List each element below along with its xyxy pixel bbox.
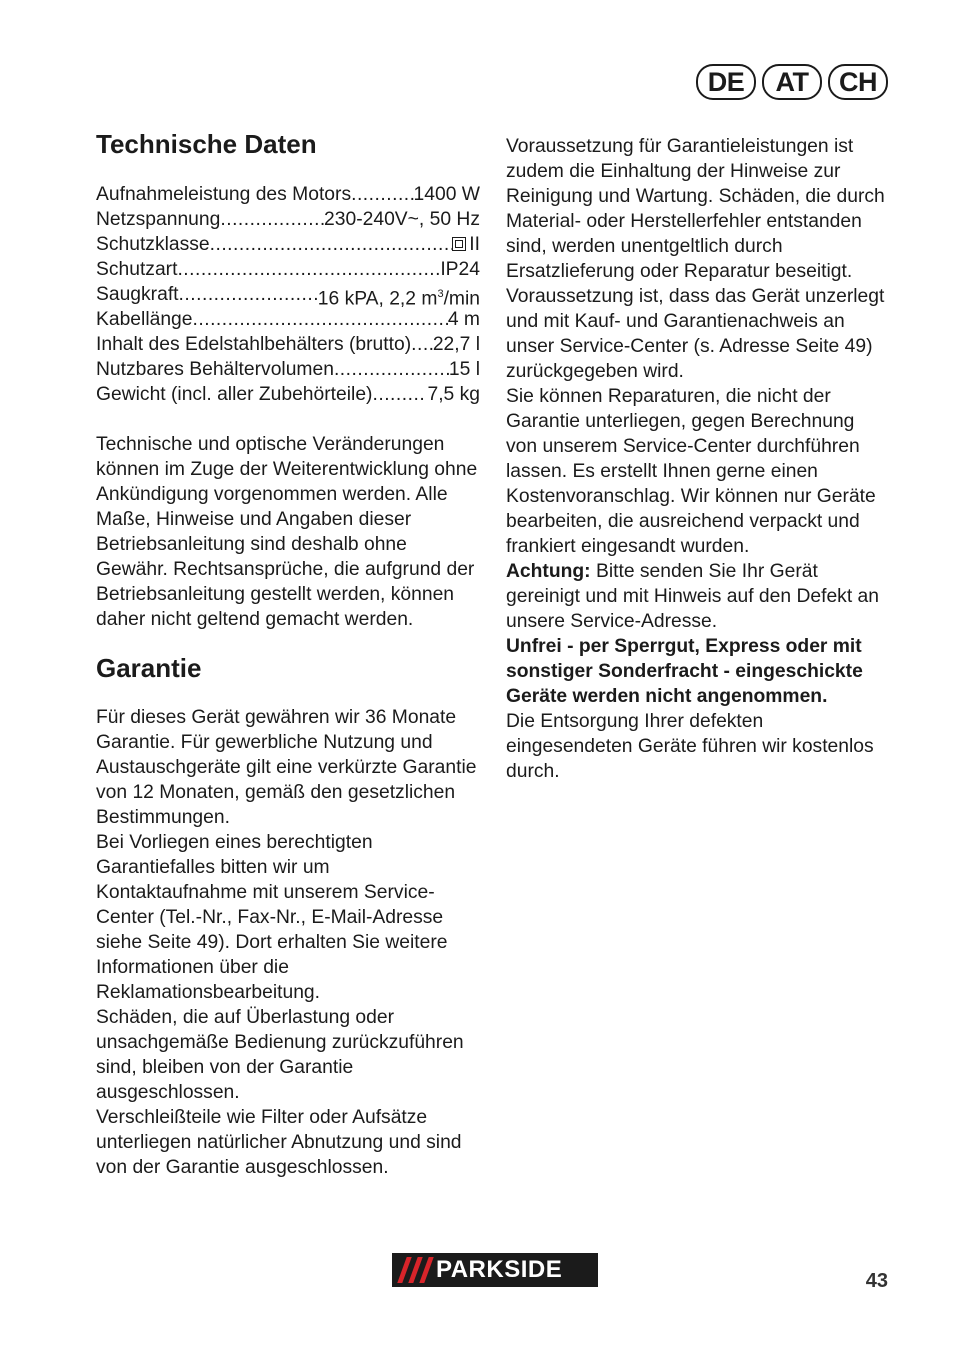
warranty-paragraph: Bei Vorliegen eines berechtigten Garantiefalles bitten wir um Kontaktaufnahme mit unserem Service-Center (Tel.-Nr., Fax-Nr., E-Mail-Adresse siehe Seite 49). Dort erhalten Sie weitere Informationen über die Reklamationsbearbeitung.	[96, 832, 448, 1003]
country-badges	[696, 64, 888, 100]
spec-label: Inhalt des Edelstahlbehälters (brutto)	[96, 334, 412, 355]
spec-label: Schutzklasse	[96, 234, 210, 255]
spec-value: 230-240V~, 50 Hz	[324, 209, 480, 230]
spec-row	[96, 332, 480, 357]
spec-label: Aufnahmeleistung des Motors	[96, 184, 352, 205]
tech-data-heading: Technische Daten	[96, 129, 317, 159]
spec-label: Schutzart	[96, 259, 178, 280]
tech-note: Technische und optische Veränderungen können im Zuge der Weiterentwicklung ohne Ankündigung vorgenommen werden. Alle Maße, Hinweise und Angaben dieser Betriebsanleitung sind deshalb ohne Gewähr. Rechtsansprüche, die aufgrund der Betriebsanleitung gestellt werden, können daher nicht geltend gemacht werden.	[96, 434, 478, 630]
spec-label: Netzspannung	[96, 209, 221, 230]
badge-at: AT	[762, 64, 822, 100]
spec-value: 7,5 kg	[427, 384, 480, 405]
spec-row	[96, 257, 480, 282]
spec-value: II	[469, 234, 480, 255]
spec-value: 22,7 l	[432, 334, 480, 355]
protection-class-ii-icon	[452, 237, 466, 251]
warranty-paragraph: Für dieses Gerät gewähren wir 36 Monate Garantie. Für gewerbliche Nutzung und Austauschgeräte gilt eine verkürzte Garantie von 12 Monaten, gemäß den gesetzlichen Bestimmungen.	[96, 707, 477, 828]
spec-label: Saugkraft	[96, 284, 179, 305]
parkside-logo	[392, 1253, 598, 1287]
spec-value: IP24	[440, 259, 480, 280]
spec-superscript: 3	[437, 288, 444, 300]
badge-de: DE	[696, 64, 756, 100]
spec-row	[96, 207, 480, 232]
warranty-paragraph: Verschleißteile wie Filter oder Aufsätze unterliegen natürlicher Abnutzung und sind von der Garantie ausgeschlossen.	[96, 1107, 462, 1178]
bold-notice: Unfrei - per Sperrgut, Express oder mit sonstiger Sonderfracht - eingeschickte Geräte werden nicht angenommen.	[506, 636, 863, 707]
attention-text: Bitte senden Sie Ihr Gerät gereinigt und mit Hinweis auf den Defekt an unsere Service-Adresse.	[506, 561, 879, 632]
spec-row	[96, 382, 480, 407]
disposal-paragraph: Die Entsorgung Ihrer defekten eingesendeten Geräte führen wir kostenlos durch.	[506, 711, 874, 782]
left-column	[96, 128, 480, 1180]
page-number: 43	[865, 1270, 888, 1292]
warranty-paragraph: Voraussetzung für Garantieleistungen ist zudem die Einhaltung der Hinweise zur Reinigung und Wartung. Schäden, die durch Material- oder Herstellerfehler entstanden sind, werden unentgeltlich durch Ersatzlieferung oder Reparatur beseitigt. Voraussetzung ist, dass das Gerät unzerlegt und mit Kauf- und Garantienachweis an unser Service-Center (s. Adresse Seite 49) zurückgegeben wird.	[506, 136, 885, 382]
spec-value-suffix: /min	[443, 288, 480, 310]
spec-label: Nutzbares Behältervolumen	[96, 359, 334, 380]
warranty-paragraph: Sie können Reparaturen, die nicht der Garantie unterliegen, gegen Berechnung von unserem Service-Center durchführen lassen. Es erstellt Ihnen gerne einen Kostenvoranschlag. Wir können nur Geräte bearbeiten, die ausreichend verpackt und frankiert eingesandt wurden.	[506, 386, 876, 557]
spec-label: Kabellänge	[96, 309, 193, 330]
spec-list	[96, 182, 480, 407]
spec-label: Gewicht (incl. aller Zubehörteile)	[96, 384, 373, 405]
spec-row	[96, 282, 480, 310]
warranty-paragraph: Schäden, die auf Überlastung oder unsachgemäße Bedienung zurückzuführen sind, bleiben von der Garantie ausgeschlossen.	[96, 1007, 464, 1103]
logo-slashes-icon	[392, 1253, 436, 1287]
right-column	[506, 134, 890, 784]
spec-value: 1400 W	[413, 184, 480, 205]
spec-row	[96, 307, 480, 332]
attention-paragraph	[506, 559, 890, 634]
attention-label: Achtung:	[506, 561, 591, 582]
warranty-heading: Garantie	[96, 653, 202, 683]
spec-row	[96, 182, 480, 207]
spec-value: 15 l	[448, 359, 480, 380]
spec-row	[96, 232, 480, 257]
badge-ch: CH	[828, 64, 888, 100]
spec-value: 16 kPA, 2,2 m	[317, 288, 438, 310]
spec-value: 4 m	[447, 309, 480, 330]
logo-text: PARKSIDE	[436, 1256, 563, 1283]
spec-row	[96, 357, 480, 382]
